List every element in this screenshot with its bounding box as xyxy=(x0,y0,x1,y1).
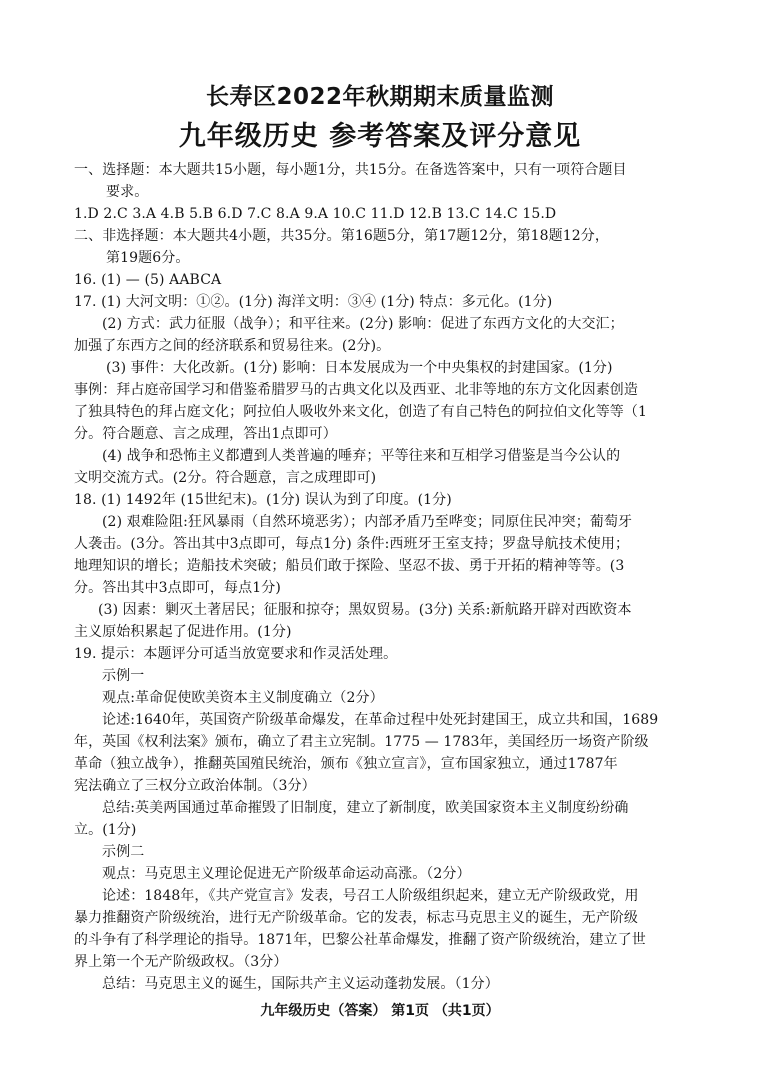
text-line: 的斗争有了科学理论的指导。1871年，巴黎公社革命爆发，推翻了资产阶级统治，建立了世 xyxy=(74,932,646,948)
text-line: 17. (1) 大河文明：①②。(1分) 海洋文明：③④ (1分) 特点：多元化。(1分) xyxy=(74,294,553,310)
text-line: 革命（独立战争），推翻英国殖民统治，颁布《独立宣言》，宣布国家独立，通过1787年 xyxy=(74,756,618,772)
text-line: 立。(1分) xyxy=(74,822,137,838)
text-line: 年，英国《权利法案》颁布，确立了君主立宪制。1775 — 1783年，美国经历一场资产阶级 xyxy=(74,734,649,750)
text-line: 主义原始积累起了促进作用。(1分) xyxy=(74,624,292,640)
text-line: 论述：1848年，《共产党宣言》发表，号召工人阶级组织起来，建立无产阶级政党，用 xyxy=(102,888,639,904)
document-title: 长寿区2022年秋期期末质量监测 xyxy=(205,84,554,110)
text-line: 观点:革命促使欧美资本主义制度确立（2分） xyxy=(102,690,384,706)
text-line: 分。答出其中3点即可，每点1分) xyxy=(74,580,281,596)
text-line: 总结：马克思主义的诞生，国际共产主义运动蓬勃发展。（1分） xyxy=(102,976,499,992)
answer-key-line: 1.D 2.C 3.A 4.B 5.B 6.D 7.C 8.A 9.A 10.C 11.D 12.B 13.C 14.C 15.D xyxy=(74,206,557,222)
text-line: 示例二 xyxy=(102,844,145,860)
text-line: 18. (1) 1492年 (15世纪末)。(1分) 误认为到了印度。(1分) xyxy=(74,492,452,508)
text-line: 宪法确立了三权分立政治体制。（3分） xyxy=(74,778,316,794)
text-line: 观点：马克思主义理论促进无产阶级革命运动高涨。（2分） xyxy=(102,866,471,882)
text-line: 总结:英美两国通过革命摧毁了旧制度，建立了新制度，欧美国家资本主义制度纷纷确 xyxy=(102,800,629,816)
text-line: 事例：拜占庭帝国学习和借鉴希腊罗马的古典文化以及西亚、北非等地的东方文化因素创造 xyxy=(74,382,638,398)
document-subtitle: 九年级历史 参考答案及评分意见 xyxy=(178,121,582,152)
text-line: (2) 艰难险阻:狂风暴雨（自然环境恶劣）；内部矛盾乃至哗变；同原住民冲突；葡萄牙 xyxy=(102,514,633,530)
text-line: 分。符合题意、言之成理，答出1点即可） xyxy=(74,426,337,442)
text-line: 暴力推翻资产阶级统治，进行无产阶级革命。它的发表，标志马克思主义的诞生，无产阶级 xyxy=(74,910,638,926)
text-line: 19. 提示：本题评分可适当放宽要求和作灵活处理。 xyxy=(74,646,398,662)
text-line: (2) 方式：武力征服（战争）；和平往来。(2分) 影响：促进了东西方文化的大交汇； xyxy=(102,316,624,332)
text-line: 要求。 xyxy=(106,184,149,200)
text-line: 了独具特色的拜占庭文化；阿拉伯人吸收外来文化，创造了有自己特色的阿拉伯文化等等（1 xyxy=(74,404,648,420)
text-line: 文明交流方式。(2分。符合题意，言之成理即可) xyxy=(74,470,377,486)
text-line: 人袭击。(3分。答出其中3点即可，每点1分) 条件:西班牙王室支持；罗盘导航技术使用； xyxy=(74,536,630,552)
text-line: (3) 因素：剿灭土著居民；征服和掠夺；黑奴贸易。(3分) 关系:新航路开辟对西欧资本 xyxy=(98,602,632,618)
text-line: 二、非选择题：本大题共4小题，共35分。第16题5分，第17题12分，第18题12分， xyxy=(74,228,609,244)
text-line: (4) 战争和恐怖主义都遭到人类普遍的唾弃；平等往来和互相学习借鉴是当今公认的 xyxy=(102,448,621,464)
text-line: 示例一 xyxy=(102,668,145,684)
text-line: (3) 事件：大化改新。(1分) 影响：日本发展成为一个中央集权的封建国家。(1分) xyxy=(106,360,613,376)
page-footer: 九年级历史（答案） 第1页 （共1页） xyxy=(260,1003,500,1019)
text-line: 加强了东西方之间的经济联系和贸易往来。(2分)。 xyxy=(74,338,391,354)
text-line: 界上第一个无产阶级政权。（3分） xyxy=(74,954,288,970)
text-line: 一、选择题：本大题共15小题，每小题1分，共15分。在备选答案中，只有一项符合题目 xyxy=(74,162,627,178)
text-line: 16. (1) — (5) AABCA xyxy=(74,272,222,288)
text-line: 第19题6分。 xyxy=(106,250,190,266)
text-line: 地理知识的增长；造船技术突破；船员们敢于探险、坚忍不拔、勇于开拓的精神等等。(3 xyxy=(74,558,625,574)
text-line: 论述:1640年，英国资产阶级革命爆发，在革命过程中处死封建国王，成立共和国，1689 xyxy=(102,712,659,728)
